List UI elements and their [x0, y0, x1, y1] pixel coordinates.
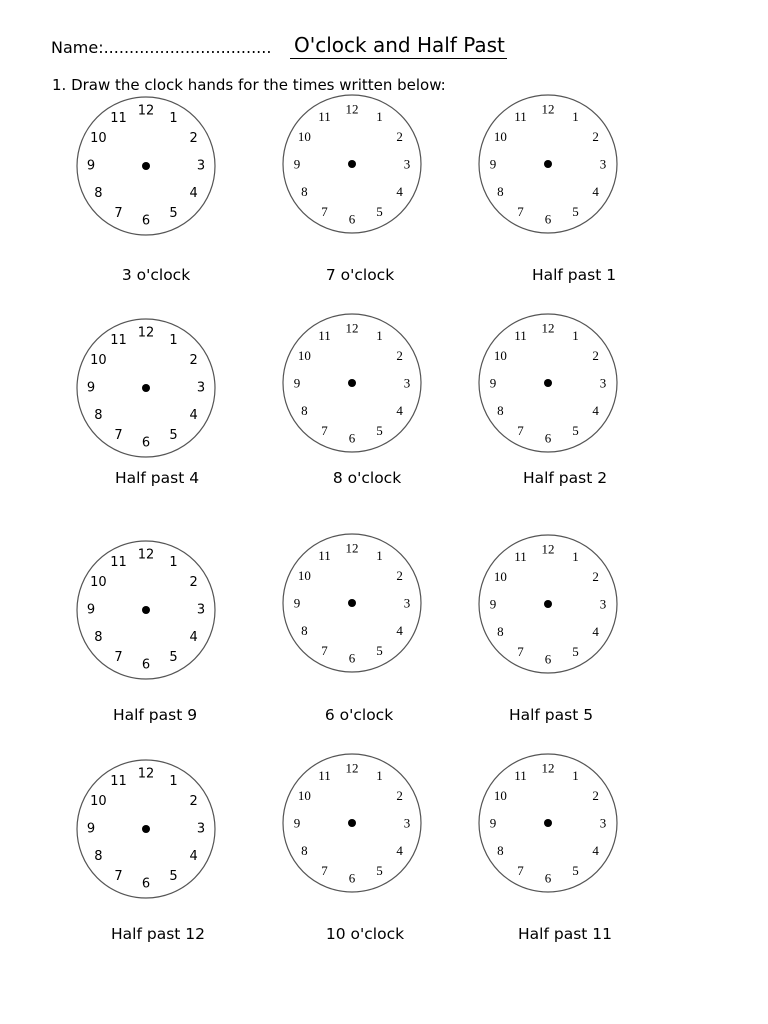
- clock-numeral: 9: [293, 156, 301, 172]
- clock-numeral: 5: [572, 423, 579, 439]
- clock-numeral: 3: [196, 602, 206, 618]
- clock-numeral: 1: [572, 327, 579, 343]
- clock-caption: Half past 12: [111, 925, 205, 943]
- clock-numeral: 12: [137, 766, 155, 782]
- clock-numeral: 2: [189, 794, 198, 809]
- clock-numeral: 6: [141, 657, 151, 673]
- clock-numeral: 3: [599, 596, 607, 612]
- clock-numeral: 6: [348, 211, 356, 227]
- clock-numeral: 1: [169, 110, 178, 126]
- clock-numeral: 5: [376, 863, 383, 879]
- clock-numeral: 3: [196, 821, 206, 837]
- clock-numeral: 8: [497, 403, 504, 418]
- clock-numeral: 10: [90, 131, 107, 146]
- clock-numeral: 3: [599, 815, 607, 831]
- clock-numeral: 10: [90, 794, 107, 809]
- clock-numeral: 6: [348, 650, 356, 666]
- clock-center-dot: [544, 379, 552, 387]
- clock-numeral: 6: [544, 430, 552, 446]
- clock-numeral: 2: [592, 569, 599, 584]
- clock-numeral: 10: [493, 788, 507, 803]
- clock-numeral: 2: [396, 348, 403, 363]
- clock-numeral: 8: [94, 408, 103, 423]
- clock-face: [283, 314, 421, 452]
- clock-numeral: 7: [321, 423, 328, 439]
- clock-caption: Half past 2: [522, 469, 608, 487]
- clock-numeral: 10: [90, 353, 107, 368]
- clock-numeral: 10: [297, 129, 311, 144]
- clock-numeral: 2: [396, 129, 403, 144]
- clock-numeral: 6: [141, 435, 151, 451]
- clock-numeral: 6: [141, 213, 151, 229]
- clock-numeral: 5: [169, 206, 178, 222]
- clock-numeral: 12: [137, 325, 155, 341]
- clock-numeral: 10: [493, 129, 507, 144]
- clock-numeral: 4: [189, 630, 198, 645]
- clock-numeral: 7: [517, 204, 524, 220]
- clock-center-dot: [142, 162, 150, 170]
- clock-face: [283, 95, 421, 233]
- clock-center-dot: [348, 819, 356, 827]
- clock-numeral: 2: [189, 575, 198, 590]
- clock-numeral: 3: [599, 156, 607, 172]
- clock-numeral: 7: [321, 643, 328, 659]
- clock-caption: Half past 1: [531, 266, 617, 284]
- clock-face: [77, 97, 215, 235]
- clock-numeral: 4: [592, 624, 599, 639]
- clock-caption: Half past 5: [508, 706, 594, 724]
- clock-numeral: 1: [572, 548, 579, 564]
- clock-numeral: 9: [293, 815, 301, 831]
- clock-numeral: 10: [90, 575, 107, 590]
- clock-center-dot: [348, 160, 356, 168]
- clock-numeral: 2: [592, 788, 599, 803]
- clock-numeral: 2: [396, 568, 403, 583]
- clock-caption: 6 o'clock: [324, 706, 394, 724]
- clock-numeral: 10: [297, 568, 311, 583]
- clock-numeral: 9: [86, 602, 96, 618]
- clock-face: [283, 534, 421, 672]
- clock-numeral: 10: [297, 788, 311, 803]
- clock-numeral: 7: [321, 863, 328, 879]
- clock-numeral: 5: [376, 643, 383, 659]
- clock-caption: Half past 4: [114, 469, 200, 487]
- clock-numeral: 9: [86, 380, 96, 396]
- clock-numeral: 6: [544, 870, 552, 886]
- clock-numeral: 2: [396, 788, 403, 803]
- clock-numeral: 3: [403, 595, 411, 611]
- clock-caption: 7 o'clock: [325, 266, 395, 284]
- clock-numeral: 1: [169, 332, 178, 348]
- worksheet-title: O'clock and Half Past: [290, 33, 507, 59]
- clock-numeral: 8: [497, 624, 504, 639]
- clock-center-dot: [544, 160, 552, 168]
- clock-numeral: 4: [189, 186, 198, 201]
- clock-center-dot: [142, 825, 150, 833]
- clock-numeral: 4: [396, 623, 403, 638]
- clock-numeral: 7: [114, 869, 123, 885]
- clock-caption: 8 o'clock: [332, 469, 402, 487]
- clock-numeral: 5: [169, 428, 178, 444]
- clock-numeral: 11: [318, 547, 331, 563]
- clock-numeral: 4: [592, 843, 599, 858]
- clock-numeral: 5: [169, 869, 178, 885]
- clock-numeral: 11: [110, 773, 127, 789]
- clock-numeral: 9: [489, 156, 497, 172]
- clock-face: [479, 754, 617, 892]
- clock-caption: Half past 9: [112, 706, 198, 724]
- clock-caption: 10 o'clock: [325, 925, 405, 943]
- clock-numeral: 6: [141, 876, 151, 892]
- clock-numeral: 6: [348, 870, 356, 886]
- clock-numeral: 12: [541, 760, 555, 776]
- clock-numeral: 5: [169, 650, 178, 666]
- clock-numeral: 1: [169, 773, 178, 789]
- clock-numeral: 7: [517, 863, 524, 879]
- clock-numeral: 11: [514, 327, 527, 343]
- clock-numeral: 3: [196, 158, 206, 174]
- clock-numeral: 4: [396, 184, 403, 199]
- clock-numeral: 7: [114, 650, 123, 666]
- clock-center-dot: [544, 819, 552, 827]
- clock-face: [479, 535, 617, 673]
- clock-numeral: 3: [403, 156, 411, 172]
- clock-numeral: 5: [572, 863, 579, 879]
- clock-numeral: 4: [592, 184, 599, 199]
- clock-numeral: 12: [137, 547, 155, 563]
- clock-numeral: 1: [376, 108, 383, 124]
- clock-face: [283, 754, 421, 892]
- clock-numeral: 8: [497, 184, 504, 199]
- clock-caption: 3 o'clock: [121, 266, 191, 284]
- clock-numeral: 3: [403, 815, 411, 831]
- clock-numeral: 6: [348, 430, 356, 446]
- clock-numeral: 5: [572, 644, 579, 660]
- clock-numeral: 8: [301, 623, 308, 638]
- clock-caption: Half past 11: [518, 925, 612, 943]
- clock-numeral: 7: [114, 428, 123, 444]
- clock-numeral: 7: [517, 423, 524, 439]
- clock-numeral: 8: [497, 843, 504, 858]
- clock-center-dot: [348, 379, 356, 387]
- clock-numeral: 3: [403, 375, 411, 391]
- clock-numeral: 8: [94, 186, 103, 201]
- clock-numeral: 2: [592, 129, 599, 144]
- clock-numeral: 5: [376, 204, 383, 220]
- clock-numeral: 10: [493, 569, 507, 584]
- clock-numeral: 1: [376, 767, 383, 783]
- clock-center-dot: [544, 600, 552, 608]
- clock-face: [77, 760, 215, 898]
- clock-numeral: 2: [189, 353, 198, 368]
- clock-numeral: 7: [114, 206, 123, 222]
- clock-numeral: 9: [293, 595, 301, 611]
- clock-numeral: 10: [297, 348, 311, 363]
- clock-numeral: 1: [376, 327, 383, 343]
- clock-numeral: 1: [572, 108, 579, 124]
- clock-numeral: 1: [169, 554, 178, 570]
- clock-numeral: 4: [189, 408, 198, 423]
- clock-numeral: 4: [396, 403, 403, 418]
- clock-numeral: 4: [396, 843, 403, 858]
- clock-numeral: 3: [196, 380, 206, 396]
- clock-numeral: 11: [318, 327, 331, 343]
- clock-numeral: 1: [572, 767, 579, 783]
- clock-numeral: 9: [86, 821, 96, 837]
- clock-face: [479, 95, 617, 233]
- instruction-text: 1. Draw the clock hands for the times written below:: [52, 76, 446, 94]
- clock-face: [77, 319, 215, 457]
- clock-numeral: 7: [321, 204, 328, 220]
- clock-numeral: 12: [137, 103, 155, 119]
- clock-numeral: 11: [110, 554, 127, 570]
- clock-numeral: 11: [318, 767, 331, 783]
- clock-numeral: 2: [592, 348, 599, 363]
- clock-numeral: 11: [110, 332, 127, 348]
- clock-face: [77, 541, 215, 679]
- clock-center-dot: [142, 384, 150, 392]
- clock-numeral: 4: [189, 849, 198, 864]
- clock-numeral: 8: [301, 843, 308, 858]
- clock-numeral: 11: [318, 108, 331, 124]
- clock-numeral: 8: [94, 849, 103, 864]
- clock-numeral: 8: [301, 184, 308, 199]
- clock-numeral: 8: [301, 403, 308, 418]
- clock-numeral: 11: [514, 767, 527, 783]
- clock-numeral: 9: [489, 815, 497, 831]
- clock-numeral: 5: [376, 423, 383, 439]
- clock-numeral: 6: [544, 211, 552, 227]
- clock-numeral: 1: [376, 547, 383, 563]
- clock-numeral: 12: [541, 320, 555, 336]
- clock-numeral: 2: [189, 131, 198, 146]
- clock-numeral: 12: [345, 540, 359, 556]
- name-field-label: Name:.................................: [51, 38, 272, 57]
- clock-numeral: 10: [493, 348, 507, 363]
- clock-numeral: 8: [94, 630, 103, 645]
- clock-numeral: 9: [489, 596, 497, 612]
- clock-numeral: 12: [541, 541, 555, 557]
- clock-numeral: 9: [86, 158, 96, 174]
- clock-numeral: 3: [599, 375, 607, 391]
- clock-numeral: 12: [541, 101, 555, 117]
- clock-numeral: 4: [592, 403, 599, 418]
- clock-numeral: 11: [514, 548, 527, 564]
- clock-numeral: 6: [544, 651, 552, 667]
- clock-numeral: 11: [514, 108, 527, 124]
- clock-numeral: 12: [345, 101, 359, 117]
- clock-numeral: 9: [489, 375, 497, 391]
- clock-numeral: 9: [293, 375, 301, 391]
- clock-numeral: 5: [572, 204, 579, 220]
- clock-numeral: 12: [345, 320, 359, 336]
- clock-center-dot: [348, 599, 356, 607]
- clock-center-dot: [142, 606, 150, 614]
- clock-numeral: 12: [345, 760, 359, 776]
- clock-face: [479, 314, 617, 452]
- clock-numeral: 7: [517, 644, 524, 660]
- clock-numeral: 11: [110, 110, 127, 126]
